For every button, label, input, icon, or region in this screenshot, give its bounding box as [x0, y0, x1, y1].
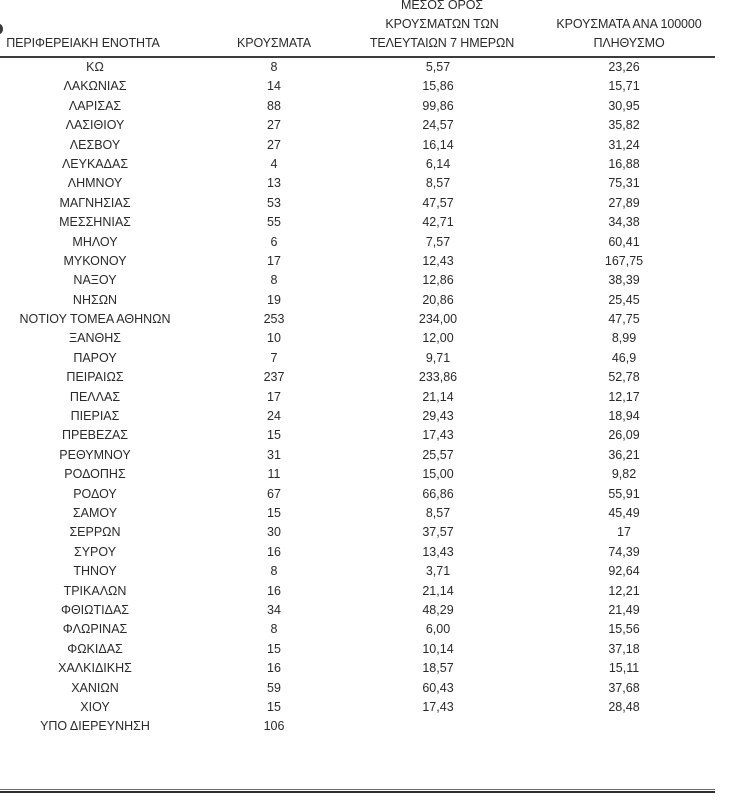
table-row: [0, 582, 754, 601]
seven-day-average-cell: 20,86: [422, 292, 454, 307]
cases-per-100000-cell: 25,45: [608, 292, 640, 307]
seven-day-average-cell: 99,86: [422, 98, 454, 113]
bottom-rule-thick: [0, 791, 715, 793]
region-name-cell: ΧΙΟΥ: [80, 699, 110, 714]
table-row: [0, 77, 754, 96]
cases-cell: 8: [270, 273, 278, 288]
cases-per-100000-cell: 21,49: [608, 602, 640, 617]
cases-per-100000-cell: 12,17: [608, 389, 640, 404]
seven-day-average-cell: 60,43: [422, 680, 454, 695]
table-row: [0, 252, 754, 271]
seven-day-average-cell: 48,29: [422, 602, 454, 617]
cases-cell: 8: [270, 60, 278, 74]
table-row: [0, 349, 754, 368]
cases-per-100000-cell: 36,21: [608, 447, 640, 462]
seven-day-average-cell: 12,86: [422, 273, 454, 288]
region-name-cell: ΠΡΕΒΕΖΑΣ: [61, 428, 129, 443]
table-row: [0, 523, 754, 542]
region-name-cell: ΛΗΜΝΟΥ: [67, 176, 123, 191]
cases-cell: 7: [270, 350, 278, 365]
region-name-cell: ΞΑΝΘΗΣ: [69, 331, 121, 346]
header-7day-average: ΜΕΣΟΣ ΟΡΟΣ ΚΡΟΥΣΜΑΤΩΝ ΤΩΝ ΤΕΛΕΥΤΑΙΩΝ 7 ΗΜΕΡΩΝ: [369, 0, 515, 50]
region-name-cell: ΡΟΔΟΠΗΣ: [64, 467, 126, 482]
region-name-cell: ΝΟΤΙΟΥ ΤΟΜΕΑ ΑΘΗΝΩΝ: [19, 312, 171, 327]
region-name-cell: ΛΕΣΒΟΥ: [69, 137, 121, 152]
seven-day-average-cell: 8,57: [425, 176, 451, 191]
region-name-cell: ΛΕΥΚΑΔΑΣ: [61, 156, 129, 171]
seven-day-average-cell: 8,57: [425, 505, 451, 520]
cases-per-100000-cell: 74,39: [608, 544, 640, 559]
cases-cell: 31: [267, 447, 281, 462]
region-name-cell: ΛΑΚΩΝΙΑΣ: [63, 79, 127, 94]
cases-per-100000-cell: 15,11: [608, 661, 640, 676]
table-row: [0, 659, 754, 678]
table-header: [0, 0, 715, 58]
region-name-cell: ΠΑΡΟΥ: [73, 350, 117, 365]
cases-cell: 53: [267, 195, 281, 210]
cases-per-100000-cell: 37,18: [608, 641, 640, 656]
table-row: [0, 640, 754, 659]
table-row: [0, 368, 754, 387]
cases-cell: 16: [267, 661, 281, 676]
region-name-cell: ΡΕΘΥΜΝΟΥ: [59, 447, 131, 462]
cases-cell: 15: [267, 699, 281, 714]
cases-per-100000-cell: 27,89: [608, 195, 640, 210]
table-row: [0, 601, 754, 620]
seven-day-average-cell: 10,14: [422, 641, 454, 656]
region-name-cell: ΦΛΩΡΙΝΑΣ: [62, 622, 128, 637]
cases-cell: 237: [263, 370, 285, 385]
cases-per-100000-cell: 18,94: [608, 409, 640, 424]
cases-per-100000-cell: 167,75: [604, 253, 644, 268]
table-row: [0, 291, 754, 310]
region-name-cell: ΦΘΙΩΤΙΔΑΣ: [60, 602, 130, 617]
cases-cell: 67: [267, 486, 281, 501]
table-row: [0, 717, 754, 736]
cases-per-100000-cell: 17: [617, 525, 631, 540]
table-row: [0, 562, 754, 581]
seven-day-average-cell: 6,14: [425, 156, 451, 171]
region-name-cell: ΧΑΛΚΙΔΙΚΗΣ: [58, 661, 132, 676]
cases-per-100000-cell: 28,48: [608, 699, 640, 714]
region-name-cell: ΝΗΣΩΝ: [72, 292, 118, 307]
table-row: [0, 446, 754, 465]
region-name-cell: ΠΕΛΛΑΣ: [69, 389, 121, 404]
cases-per-100000-cell: 35,82: [608, 118, 640, 133]
cases-cell: 11: [267, 467, 281, 482]
cases-cell: 17: [267, 253, 281, 268]
table-row: [0, 329, 754, 348]
cases-per-100000-cell: 60,41: [608, 234, 640, 249]
cases-cell: 55: [267, 215, 281, 230]
cases-per-100000-cell: 31,24: [608, 137, 640, 152]
cases-per-100000-cell: 92,64: [608, 564, 640, 579]
table-row: [0, 485, 754, 504]
table-row: [0, 271, 754, 290]
table-row: [0, 543, 754, 562]
cases-cell: 34: [267, 602, 281, 617]
header-regional-unit: ΠΕΡΙΦΕΡΕΙΑΚΗ ΕΝΟΤΗΤΑ: [6, 36, 160, 50]
cases-cell: 106: [263, 719, 285, 734]
table-body: [0, 58, 754, 737]
cases-per-100000-cell: 34,38: [608, 215, 640, 230]
cases-per-100000-cell: 30,95: [608, 98, 640, 113]
seven-day-average-cell: 21,14: [422, 389, 454, 404]
seven-day-average-cell: 16,14: [422, 137, 454, 152]
cases-cell: 15: [267, 428, 281, 443]
seven-day-average-cell: 7,57: [425, 234, 451, 249]
seven-day-average-cell: 233,86: [418, 370, 458, 385]
table-row: [0, 310, 754, 329]
region-name-cell: ΥΠΟ ΔΙΕΡΕΥΝΗΣΗ: [40, 719, 150, 734]
cases-cell: 15: [267, 505, 281, 520]
seven-day-average-cell: 24,57: [422, 118, 454, 133]
region-name-cell: ΛΑΣΙΘΙΟΥ: [65, 118, 125, 133]
table-row: [0, 213, 754, 232]
seven-day-average-cell: 37,57: [422, 525, 454, 540]
region-name-cell: ΤΡΙΚΑΛΩΝ: [63, 583, 127, 598]
seven-day-average-cell: 47,57: [422, 195, 454, 210]
table-row: [0, 388, 754, 407]
seven-day-average-cell: 6,00: [425, 622, 451, 637]
table-row: [0, 426, 754, 445]
table-row: [0, 620, 754, 639]
seven-day-average-cell: 66,86: [422, 486, 454, 501]
cases-cell: 13: [267, 176, 281, 191]
table-row: [0, 116, 754, 135]
region-name-cell: ΜΕΣΣΗΝΙΑΣ: [59, 215, 131, 230]
cases-per-100000-cell: 12,21: [608, 583, 640, 598]
table-row: [0, 698, 754, 717]
cases-per-100000-cell: 26,09: [608, 428, 640, 443]
cases-cell: 8: [270, 564, 278, 579]
table-row: [0, 504, 754, 523]
seven-day-average-cell: 15,86: [422, 79, 454, 94]
table-row: [0, 679, 754, 698]
seven-day-average-cell: 18,57: [422, 661, 454, 676]
table-row: [0, 58, 754, 77]
seven-day-average-cell: 21,14: [422, 583, 454, 598]
cases-per-100000-cell: 75,31: [608, 176, 640, 191]
seven-day-average-cell: 13,43: [422, 544, 454, 559]
seven-day-average-cell: 234,00: [418, 312, 458, 327]
cases-cell: 19: [267, 292, 281, 307]
seven-day-average-cell: 9,71: [425, 350, 451, 365]
seven-day-average-cell: 29,43: [422, 409, 454, 424]
region-name-cell: ΠΕΙΡΑΙΩΣ: [66, 370, 124, 385]
region-name-cell: ΣΕΡΡΩΝ: [69, 525, 121, 540]
region-name-cell: ΜΥΚΟΝΟΥ: [63, 253, 127, 268]
cases-per-100000-cell: 15,71: [608, 79, 640, 94]
region-name-cell: ΚΩ: [86, 60, 104, 74]
cases-per-100000-cell: 38,39: [608, 273, 640, 288]
cases-cell: 30: [267, 525, 281, 540]
cases-per-100000-cell: 9,82: [611, 467, 637, 482]
region-name-cell: ΡΟΔΟΥ: [73, 486, 117, 501]
region-name-cell: ΣΑΜΟΥ: [72, 505, 118, 520]
seven-day-average-cell: 5,57: [425, 60, 451, 74]
region-name-cell: ΛΑΡΙΣΑΣ: [68, 98, 122, 113]
cases-cell: 17: [267, 389, 281, 404]
cases-cell: 253: [263, 312, 285, 327]
table-row: [0, 194, 754, 213]
cases-per-100000-cell: 45,49: [608, 505, 640, 520]
cases-cell: 16: [267, 583, 281, 598]
region-name-cell: ΦΩΚΙΔΑΣ: [67, 641, 123, 656]
region-name-cell: ΣΥΡΟΥ: [73, 544, 117, 559]
cases-cell: 14: [267, 79, 281, 94]
cases-per-100000-cell: 46,9: [611, 350, 637, 365]
seven-day-average-cell: 42,71: [422, 215, 454, 230]
cases-cell: 27: [267, 137, 281, 152]
cases-per-100000-cell: 55,91: [608, 486, 640, 501]
cases-cell: 10: [267, 331, 281, 346]
cases-cell: 6: [270, 234, 278, 249]
table-row: [0, 233, 754, 252]
cases-per-100000-cell: 37,68: [608, 680, 640, 695]
region-name-cell: ΠΙΕΡΙΑΣ: [70, 409, 120, 424]
seven-day-average-cell: 15,00: [422, 467, 454, 482]
region-name-cell: ΧΑΝΙΩΝ: [71, 680, 119, 695]
cases-cell: 15: [267, 641, 281, 656]
table-row: [0, 155, 754, 174]
table-row: [0, 407, 754, 426]
cases-cell: 27: [267, 118, 281, 133]
cases-per-100000-cell: 15,56: [608, 622, 640, 637]
seven-day-average-cell: 3,71: [425, 564, 451, 579]
header-cases-per-100000: ΚΡΟΥΣΜΑΤΑ ΑΝΑ 100000 ΠΛΗΘΥΣΜΟ: [556, 17, 702, 50]
region-name-cell: ΜΑΓΝΗΣΙΑΣ: [59, 195, 131, 210]
cases-per-100000-cell: 8,99: [611, 331, 637, 346]
table-row: [0, 136, 754, 155]
table-row: [0, 97, 754, 116]
region-name-cell: ΤΗΝΟΥ: [73, 564, 117, 579]
cases-cell: 59: [267, 680, 281, 695]
bottom-rule: [0, 789, 715, 790]
region-name-cell: ΝΑΞΟΥ: [73, 273, 117, 288]
cases-cell: 88: [267, 98, 281, 113]
seven-day-average-cell: 12,00: [422, 331, 454, 346]
table-row: [0, 465, 754, 484]
seven-day-average-cell: 25,57: [422, 447, 454, 462]
cases-per-100000-cell: 16,88: [608, 156, 640, 171]
region-name-cell: ΜΗΛΟΥ: [72, 234, 118, 249]
cases-cell: 24: [267, 409, 281, 424]
cases-per-100000-cell: 23,26: [608, 60, 640, 74]
table-row: [0, 174, 754, 193]
cases-cell: 16: [267, 544, 281, 559]
header-cases: ΚΡΟΥΣΜΑΤΑ: [236, 36, 312, 50]
seven-day-average-cell: 12,43: [422, 253, 454, 268]
seven-day-average-cell: 17,43: [422, 699, 454, 714]
seven-day-average-cell: 17,43: [422, 428, 454, 443]
cases-cell: 4: [270, 156, 278, 171]
cases-per-100000-cell: 47,75: [608, 312, 640, 327]
cases-cell: 8: [270, 622, 278, 637]
cases-per-100000-cell: 52,78: [608, 370, 640, 385]
